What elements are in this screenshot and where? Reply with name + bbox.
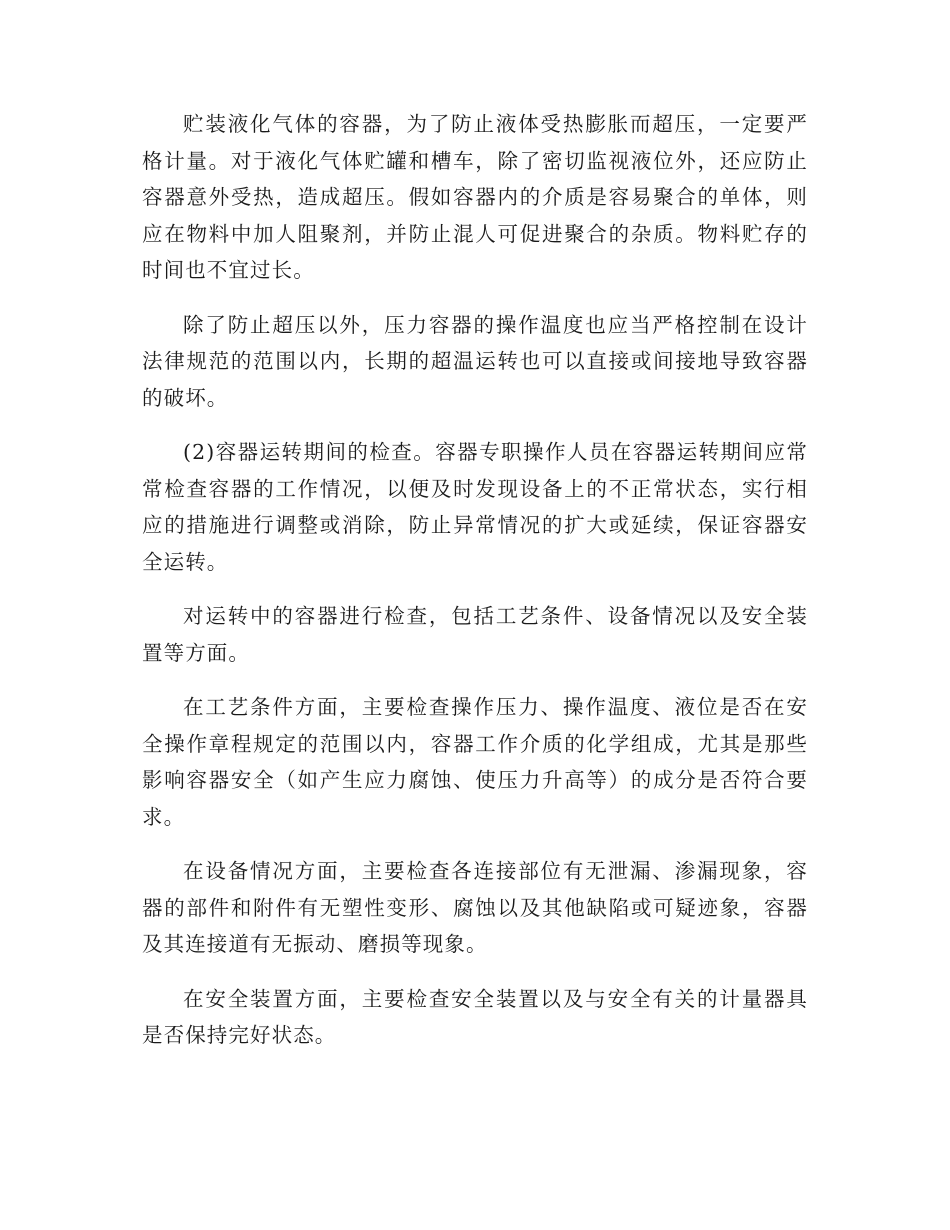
paragraph-process-conditions: 在工艺条件方面，主要检查操作压力、操作温度、液位是否在安全操作章程规定的范围以内，容器工作介质的化学组成，尤其是那些影响容器安全（如产生应力腐蚀、使压力升高等）的成分是否符合要求。	[142, 695, 808, 829]
paragraph-liquefied-gas-storage: 贮装液化气体的容器，为了防止液体受热膨胀而超压，一定要严格计量。对于液化气体贮罐和槽车，除了密切监视液位外，还应防止容器意外受热，造成超压。假如容器内的介质是容易聚合的单体，则应在物料中加人阻聚剂，并防止混人可促进聚合的杂质。物料贮存的时间也不宜过长。	[142, 112, 808, 282]
paragraph-operating-temperature: 除了防止超压以外，压力容器的操作温度也应当严格控制在设计法律规范的范围以内，长期的超温运转也可以直接或间接地导致容器的破坏。	[142, 312, 808, 410]
document-body	[142, 106, 808, 1072]
paragraph-equipment-condition: 在设备情况方面，主要检查各连接部位有无泄漏、渗漏现象，容器的部件和附件有无塑性变形、腐蚀以及其他缺陷或可疑迹象，容器及其连接道有无振动、磨损等现象。	[142, 859, 808, 956]
paragraph-inspection-scope: 对运转中的容器进行检查，包括工艺条件、设备情况以及安全装置等方面。	[142, 604, 808, 665]
paragraph-operation-inspection: (2)容器运转期间的检查。容器专职操作人员在容器运转期间应常常检查容器的工作情况，以便及时发现设备上的不正常状态，实行相应的措施进行调整或消除，防止异常情况的扩大或延续，保证容器安全运转。	[142, 440, 808, 574]
paragraph-safety-devices: 在安全装置方面，主要检查安全装置以及与安全有关的计量器具是否保持完好状态。	[142, 986, 808, 1047]
